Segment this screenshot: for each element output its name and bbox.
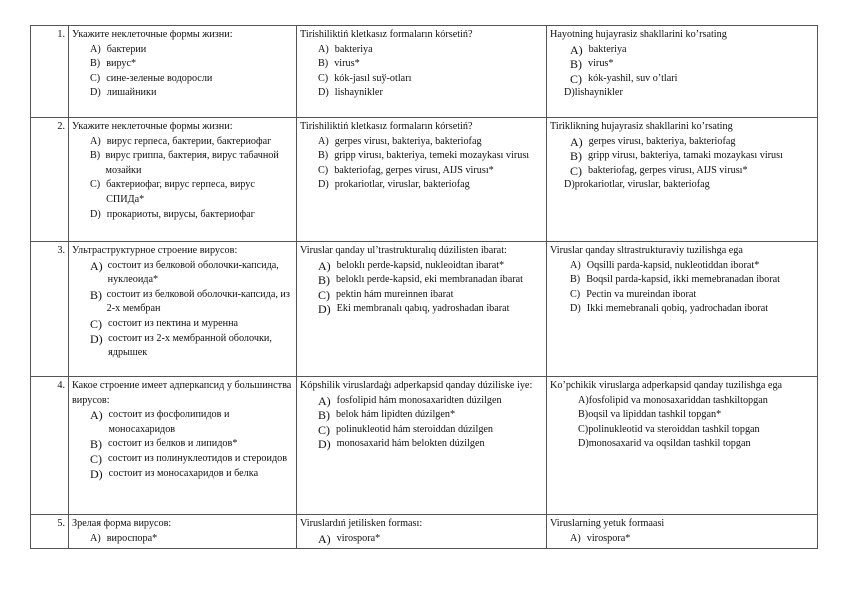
answer-option: A) fosfolipid hám monosaxaridten dúzilgen [318,393,502,408]
question-cell-ru [69,515,297,549]
question-text: Tirishiliktiń kletkasız formaların kórsetiń? [300,121,473,132]
answer-option: B) belok hám lipidten dúzilgen* [318,408,456,423]
question-number: 4. [31,377,69,515]
question-text: Укажите неклеточные формы жизни: [72,121,233,132]
question-text: Ko’pchikik viruslarga adperkapsid qanday tuzilishga ega [550,380,783,391]
answer-option: D) monosaxarid hám belokten dúzilgen [318,437,485,452]
answer-option: C) polinukleotid va steroiddan tashkil topgan [578,423,760,435]
answer-option: C) состоит из пектина и мурeнна [90,316,239,331]
answer-option: A) вироспора* [90,532,158,544]
answer-option: C) Pectin va mureindan iborat [570,288,697,300]
question-text: Ультраструктурное строение вирусов: [72,245,238,256]
question-cell-ru [69,242,297,377]
question-cell-uz [547,26,818,118]
question-text: Укажите неклеточные формы жизни: [72,29,233,40]
question-text: Viruslardıń jetilisken forması: [300,518,423,529]
question-cell-uz [547,515,818,549]
answer-option: B) gripp virusı, bakteriya, temeki mozaykası virusı [318,150,530,162]
answer-option: C) бактериофаг, вирус герпеса, вирус СПИДа* [90,179,255,205]
question-text: Зрелая форма вирусов: [72,518,172,529]
answer-option: C) kók-jasıl suў-otları [318,72,412,84]
question-text: Hayotning hujayrasiz shakllarini ko’rsating [550,29,727,40]
questions-table [30,25,818,549]
question-cell-kk [297,118,547,242]
answer-option: D) monosaxarid va oqsildan tashkil topgan [578,438,751,450]
question-cell-kk [297,377,547,515]
question-cell-kk [297,26,547,118]
question-cell-ru [69,377,297,515]
question-row [31,26,818,118]
answer-option: C) pektin hám mureinnen ibarat [318,287,454,302]
answer-option: C) bakteriofag, gerpes virusı, AIJS virusı* [570,163,748,178]
question-number: 2. [31,118,69,242]
answer-option: A) вирус герпеса, бактерии, бактериофаг [90,135,272,147]
question-row [31,515,818,549]
answer-option: A) состоит из белковой оболочки-капсида, нуклеоида* [90,258,279,286]
question-cell-uz [547,377,818,515]
answer-option: A) virospora* [570,532,631,544]
answer-option: B) вирус гриппа, бактерия, вирус табачной мозайки [90,150,279,176]
answer-option: D) Ikki memebranali qobiq, yadrochadan iborat [570,303,769,315]
answer-option: D) prokariotlar, viruslar, bakteriofag [564,179,710,191]
answer-option: D) прокариоты, вирусы, бактериофаг [90,208,255,220]
question-text: Kópshilik viruslardaģı adperkapsid qanday dúziliske iye: [300,380,533,391]
answer-option: C) bakteriofag, gerpes virusı, AIJS virusı* [318,164,494,176]
question-row [31,377,818,515]
question-row [31,242,818,377]
answer-option: C) polinukleotid hám steroiddan dúzilgen [318,422,494,437]
answer-option: A) состоит из фосфолипидов и моносахаридов [90,408,230,435]
answer-option: A) gerpes virusı, bakteriya, bakteriofag [318,135,482,147]
question-number: 5. [31,515,69,549]
answer-option: A) gerpes virusı, bakteriya, bakteriofag [570,134,736,149]
question-cell-kk [297,242,547,377]
question-number: 3. [31,242,69,377]
question-text: Viruslar qanday sltrastrukturaviy tuzilishga ega [550,245,743,256]
answer-option: B) gripp virusı, bakteriya, tamaki mozaykası virusı [570,149,783,164]
answer-option: D) prokariotlar, viruslar, bakteriofag [318,179,470,191]
answer-option: A) бактерии [90,43,147,55]
answer-option: B) virus* [570,57,614,72]
answer-option: B) Boqsil parda-kapsid, ikki memebranadan iborat [570,274,780,286]
question-cell-uz [547,118,818,242]
answer-option: A) Oqsilli parda-kapsid, nukleotiddan iborat* [570,259,760,271]
answer-option: A) bakteriya [318,43,373,55]
answer-option: B) состоит из белковой оболочки-капсида, из 2-х мембран [90,287,290,315]
question-text: Какое строение имеет адперкапсид у большинства вирусов: [72,380,292,406]
answer-option: D) lishaynikler [564,87,623,99]
answer-option: A) bakteriya [570,42,627,57]
answer-option: D) lishaynikler [318,87,383,99]
question-text: Tirishiliktiń kletkasız formaların kórsetiń? [300,29,473,40]
question-text: Tiriklikning hujayrasiz shakllarini ko’rsating [550,121,733,132]
answer-option: C) kók-yashil, suv o’tlari [570,71,678,86]
answer-option: D) состоит из 2-х мембранной оболочки, ядрышек [90,331,272,359]
answer-option: B) beloklı perde-kapsid, eki membranadan ibarat [318,273,523,288]
question-cell-ru [69,26,297,118]
answer-option: D) лишайники [90,87,157,99]
question-cell-uz [547,242,818,377]
question-number: 1. [31,26,69,118]
answer-option: B) вирус* [90,58,137,70]
question-row [31,118,818,242]
question-cell-ru [69,118,297,242]
question-cell-kk [297,515,547,549]
answer-option: D) Eki membranalı qabıq, yadroshadan ibarat [318,302,510,317]
answer-option: B) oqsil va lipiddan tashkil topgan* [578,409,722,421]
question-text: Viruslarning yetuk formaasi [550,518,665,529]
answer-option: B) virus* [318,58,360,70]
question-text: Viruslar qanday ul’trastrukturalıq dúzilisten ibarat: [300,245,507,256]
answer-option: C) состоит из полинуклеотидов и стероидов [90,451,288,466]
answer-option: B) состоит из белков и липидов* [90,437,238,452]
answer-option: D) состоит из моносахаридов и белка [90,466,259,481]
answer-option: A) fosfolipid va monosaxariddan tashkiltopgan [578,394,768,406]
answer-option: A) beloklı perde-kapsid, nukleoidtan ibarat* [318,258,505,273]
answer-option: A) virospora* [318,531,381,546]
answer-option: C) сине-зеленые водоросли [90,72,213,84]
